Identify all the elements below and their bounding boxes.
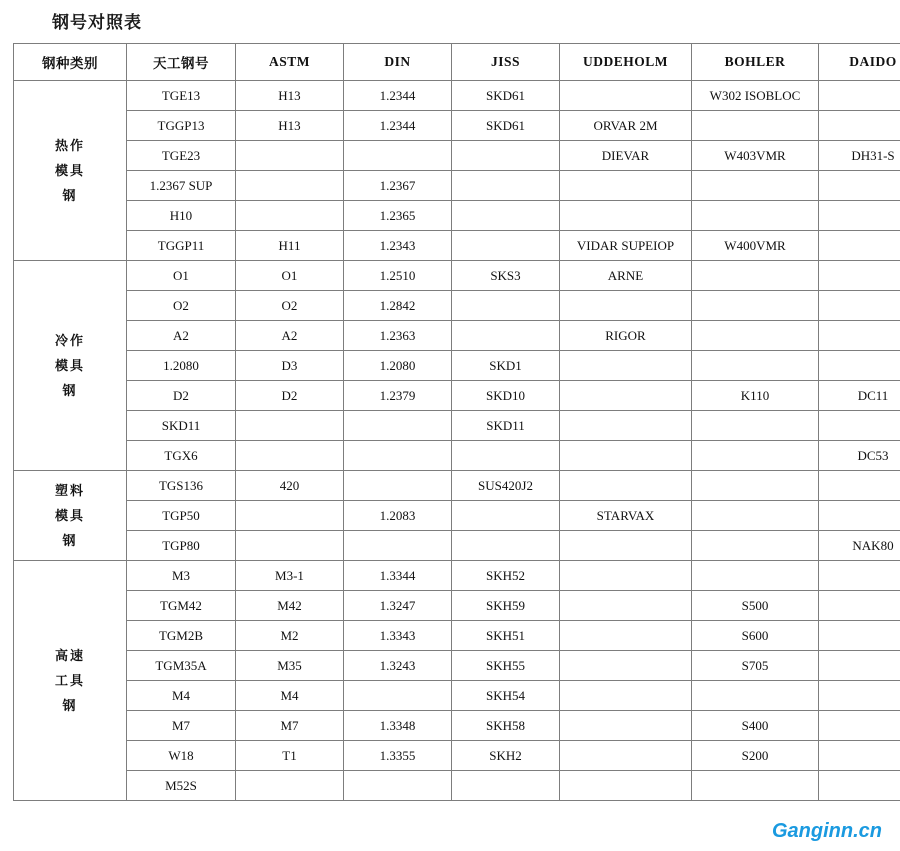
- table-cell: [819, 411, 900, 441]
- table-cell: [344, 141, 452, 171]
- table-cell: S500: [692, 591, 819, 621]
- table-row: [14, 351, 900, 381]
- table-cell: O1: [127, 261, 236, 291]
- table-row: [14, 741, 900, 771]
- table-cell: O2: [127, 291, 236, 321]
- steel-grade-comparison-table: [13, 43, 900, 801]
- table-cell: SKH51: [452, 621, 560, 651]
- table-cell: [819, 771, 900, 801]
- table-cell: [692, 501, 819, 531]
- table-cell: 1.3344: [344, 561, 452, 591]
- column-header-astm: ASTM: [236, 44, 344, 81]
- table-cell: S705: [692, 651, 819, 681]
- table-cell: D3: [236, 351, 344, 381]
- table-cell: M3: [127, 561, 236, 591]
- table-cell: [236, 141, 344, 171]
- table-row: [14, 561, 900, 591]
- table-cell: SKD61: [452, 81, 560, 111]
- table-cell: A2: [236, 321, 344, 351]
- table-cell: M4: [127, 681, 236, 711]
- table-cell: SUS420J2: [452, 471, 560, 501]
- table-cell: [560, 591, 692, 621]
- table-cell: [452, 141, 560, 171]
- table-cell: [692, 111, 819, 141]
- table-row: [14, 291, 900, 321]
- table-cell: 1.3355: [344, 741, 452, 771]
- table-cell: VIDAR SUPEIOP: [560, 231, 692, 261]
- table-cell: TGGP13: [127, 111, 236, 141]
- table-cell: [560, 681, 692, 711]
- table-cell: M52S: [127, 771, 236, 801]
- table-row: [14, 651, 900, 681]
- table-cell: [692, 201, 819, 231]
- table-cell: SKH54: [452, 681, 560, 711]
- table-cell: M3-1: [236, 561, 344, 591]
- table-cell: [692, 561, 819, 591]
- table-cell: [819, 231, 900, 261]
- table-cell: [560, 351, 692, 381]
- table-row: [14, 591, 900, 621]
- table-cell: [560, 621, 692, 651]
- table-cell: [819, 201, 900, 231]
- table-cell: [819, 501, 900, 531]
- table-row: [14, 81, 900, 111]
- table-cell: M35: [236, 651, 344, 681]
- table-cell: 1.3243: [344, 651, 452, 681]
- table-cell: DH31-S: [819, 141, 900, 171]
- table-cell: [819, 651, 900, 681]
- table-cell: [560, 411, 692, 441]
- table-cell: [452, 441, 560, 471]
- category-label: 热作模具钢: [54, 138, 85, 203]
- table-cell: M7: [236, 711, 344, 741]
- table-cell: [344, 411, 452, 441]
- table-row: [14, 201, 900, 231]
- table-cell: [819, 681, 900, 711]
- table-cell: SKH58: [452, 711, 560, 741]
- table-cell: T1: [236, 741, 344, 771]
- table-cell: [692, 291, 819, 321]
- table-cell: [692, 771, 819, 801]
- table-cell: [236, 201, 344, 231]
- table-cell: [560, 561, 692, 591]
- table-cell: [452, 171, 560, 201]
- table-cell: SKH2: [452, 741, 560, 771]
- table-cell: [819, 351, 900, 381]
- table-cell: D2: [127, 381, 236, 411]
- table-row: [14, 621, 900, 651]
- table-cell: SKD11: [127, 411, 236, 441]
- table-cell: [819, 321, 900, 351]
- table-cell: [452, 291, 560, 321]
- column-header-din: DIN: [344, 44, 452, 81]
- column-header-daido: DAIDO: [819, 44, 900, 81]
- table-cell: [560, 531, 692, 561]
- table-cell: [819, 261, 900, 291]
- table-cell: ARNE: [560, 261, 692, 291]
- table-cell: [560, 381, 692, 411]
- table-cell: [819, 171, 900, 201]
- table-cell: [692, 441, 819, 471]
- table-cell: [344, 471, 452, 501]
- table-cell: [560, 741, 692, 771]
- table-cell: TGP50: [127, 501, 236, 531]
- table-cell: [560, 81, 692, 111]
- table-cell: W18: [127, 741, 236, 771]
- column-header-bohler: BOHLER: [692, 44, 819, 81]
- table-cell: [819, 741, 900, 771]
- table-cell: [560, 651, 692, 681]
- table-cell: [344, 771, 452, 801]
- table-cell: M7: [127, 711, 236, 741]
- table-cell: [819, 471, 900, 501]
- table-row: [14, 111, 900, 141]
- table-cell: TGS136: [127, 471, 236, 501]
- table-cell: TGM35A: [127, 651, 236, 681]
- table-cell: STARVAX: [560, 501, 692, 531]
- category-label: 塑料模具钢: [54, 483, 85, 548]
- table-cell: DC53: [819, 441, 900, 471]
- table-cell: [819, 591, 900, 621]
- table-cell: [819, 111, 900, 141]
- table-cell: DIEVAR: [560, 141, 692, 171]
- table-cell: [560, 291, 692, 321]
- table-cell: [452, 771, 560, 801]
- table-cell: H10: [127, 201, 236, 231]
- table-cell: 1.3348: [344, 711, 452, 741]
- table-cell: SKD11: [452, 411, 560, 441]
- table-cell: 1.2083: [344, 501, 452, 531]
- column-header-jiss: JISS: [452, 44, 560, 81]
- table-row: [14, 141, 900, 171]
- category-cell: [14, 561, 127, 801]
- category-cell: [14, 261, 127, 471]
- table-cell: [236, 411, 344, 441]
- table-cell: S400: [692, 711, 819, 741]
- table-cell: O1: [236, 261, 344, 291]
- table-cell: SKD1: [452, 351, 560, 381]
- table-cell: SKH55: [452, 651, 560, 681]
- table-cell: [692, 531, 819, 561]
- table-row: [14, 261, 900, 291]
- table-cell: K110: [692, 381, 819, 411]
- category-cell: [14, 81, 127, 261]
- table-cell: H13: [236, 81, 344, 111]
- table-cell: [560, 201, 692, 231]
- table-row: [14, 411, 900, 441]
- table-cell: [344, 681, 452, 711]
- table-cell: [236, 501, 344, 531]
- table-cell: 1.2367: [344, 171, 452, 201]
- category-cell: [14, 471, 127, 561]
- table-header: [14, 44, 900, 81]
- table-row: [14, 471, 900, 501]
- table-cell: [819, 81, 900, 111]
- table-cell: 1.2510: [344, 261, 452, 291]
- table-cell: [819, 561, 900, 591]
- table-cell: [819, 711, 900, 741]
- table-cell: 1.3343: [344, 621, 452, 651]
- table-cell: NAK80: [819, 531, 900, 561]
- table-cell: TGE23: [127, 141, 236, 171]
- category-label: 冷作模具钢: [54, 333, 85, 398]
- table-row: [14, 231, 900, 261]
- table-cell: [692, 261, 819, 291]
- table-cell: RIGOR: [560, 321, 692, 351]
- table-cell: [344, 531, 452, 561]
- table-cell: [452, 231, 560, 261]
- table-cell: [560, 441, 692, 471]
- table-cell: W403VMR: [692, 141, 819, 171]
- table-cell: [560, 171, 692, 201]
- table-row: [14, 771, 900, 801]
- table-cell: A2: [127, 321, 236, 351]
- table-cell: TGX6: [127, 441, 236, 471]
- table-cell: [560, 711, 692, 741]
- table-row: [14, 501, 900, 531]
- table-cell: [819, 291, 900, 321]
- table-cell: [344, 441, 452, 471]
- table-cell: [692, 411, 819, 441]
- table-cell: TGGP11: [127, 231, 236, 261]
- table-cell: 1.2363: [344, 321, 452, 351]
- table-cell: 1.2842: [344, 291, 452, 321]
- table-cell: H13: [236, 111, 344, 141]
- table-cell: 1.2365: [344, 201, 452, 231]
- table-cell: 1.2080: [127, 351, 236, 381]
- column-header-uddeholm: UDDEHOLM: [560, 44, 692, 81]
- table-cell: [452, 501, 560, 531]
- table-cell: [692, 471, 819, 501]
- table-cell: 420: [236, 471, 344, 501]
- table-cell: 1.2344: [344, 81, 452, 111]
- table-cell: TGP80: [127, 531, 236, 561]
- table-cell: SKH59: [452, 591, 560, 621]
- watermark: Ganginn.cn: [772, 820, 882, 842]
- table-cell: TGE13: [127, 81, 236, 111]
- table-cell: 1.2367 SUP: [127, 171, 236, 201]
- table-cell: [692, 171, 819, 201]
- table-cell: M4: [236, 681, 344, 711]
- table-cell: ORVAR 2M: [560, 111, 692, 141]
- table-cell: [560, 771, 692, 801]
- table-cell: D2: [236, 381, 344, 411]
- table-cell: 1.2344: [344, 111, 452, 141]
- table-cell: [692, 681, 819, 711]
- table-cell: TGM42: [127, 591, 236, 621]
- table-cell: [236, 771, 344, 801]
- table-cell: O2: [236, 291, 344, 321]
- table-row: [14, 531, 900, 561]
- table-cell: [236, 171, 344, 201]
- table-cell: M2: [236, 621, 344, 651]
- table-row: [14, 321, 900, 351]
- category-label: 高速工具钢: [54, 648, 85, 713]
- table-cell: [236, 441, 344, 471]
- table-cell: 1.2343: [344, 231, 452, 261]
- table-cell: [560, 471, 692, 501]
- table-cell: [692, 351, 819, 381]
- table-cell: 1.2379: [344, 381, 452, 411]
- table-cell: [452, 531, 560, 561]
- table-row: [14, 711, 900, 741]
- table-cell: [452, 201, 560, 231]
- table-row: [14, 381, 900, 411]
- table-cell: W400VMR: [692, 231, 819, 261]
- table-cell: [452, 321, 560, 351]
- table-cell: H11: [236, 231, 344, 261]
- table-body: [14, 81, 900, 801]
- table-cell: SKH52: [452, 561, 560, 591]
- table-cell: S600: [692, 621, 819, 651]
- table-row: [14, 681, 900, 711]
- page-title: 钢号对照表: [52, 13, 142, 32]
- table-cell: W302 ISOBLOC: [692, 81, 819, 111]
- table-row: [14, 171, 900, 201]
- table-cell: SKS3: [452, 261, 560, 291]
- table-cell: 1.2080: [344, 351, 452, 381]
- table-cell: S200: [692, 741, 819, 771]
- column-header-tiangong: 天工钢号: [127, 44, 236, 81]
- table-row: [14, 441, 900, 471]
- table-cell: M42: [236, 591, 344, 621]
- table-cell: [692, 321, 819, 351]
- table-cell: SKD10: [452, 381, 560, 411]
- table-cell: DC11: [819, 381, 900, 411]
- table-cell: TGM2B: [127, 621, 236, 651]
- table-cell: 1.3247: [344, 591, 452, 621]
- table-header-row: [14, 44, 900, 81]
- table-cell: [236, 531, 344, 561]
- table-cell: SKD61: [452, 111, 560, 141]
- table-cell: [819, 621, 900, 651]
- column-header-category: 钢种类别: [14, 44, 127, 81]
